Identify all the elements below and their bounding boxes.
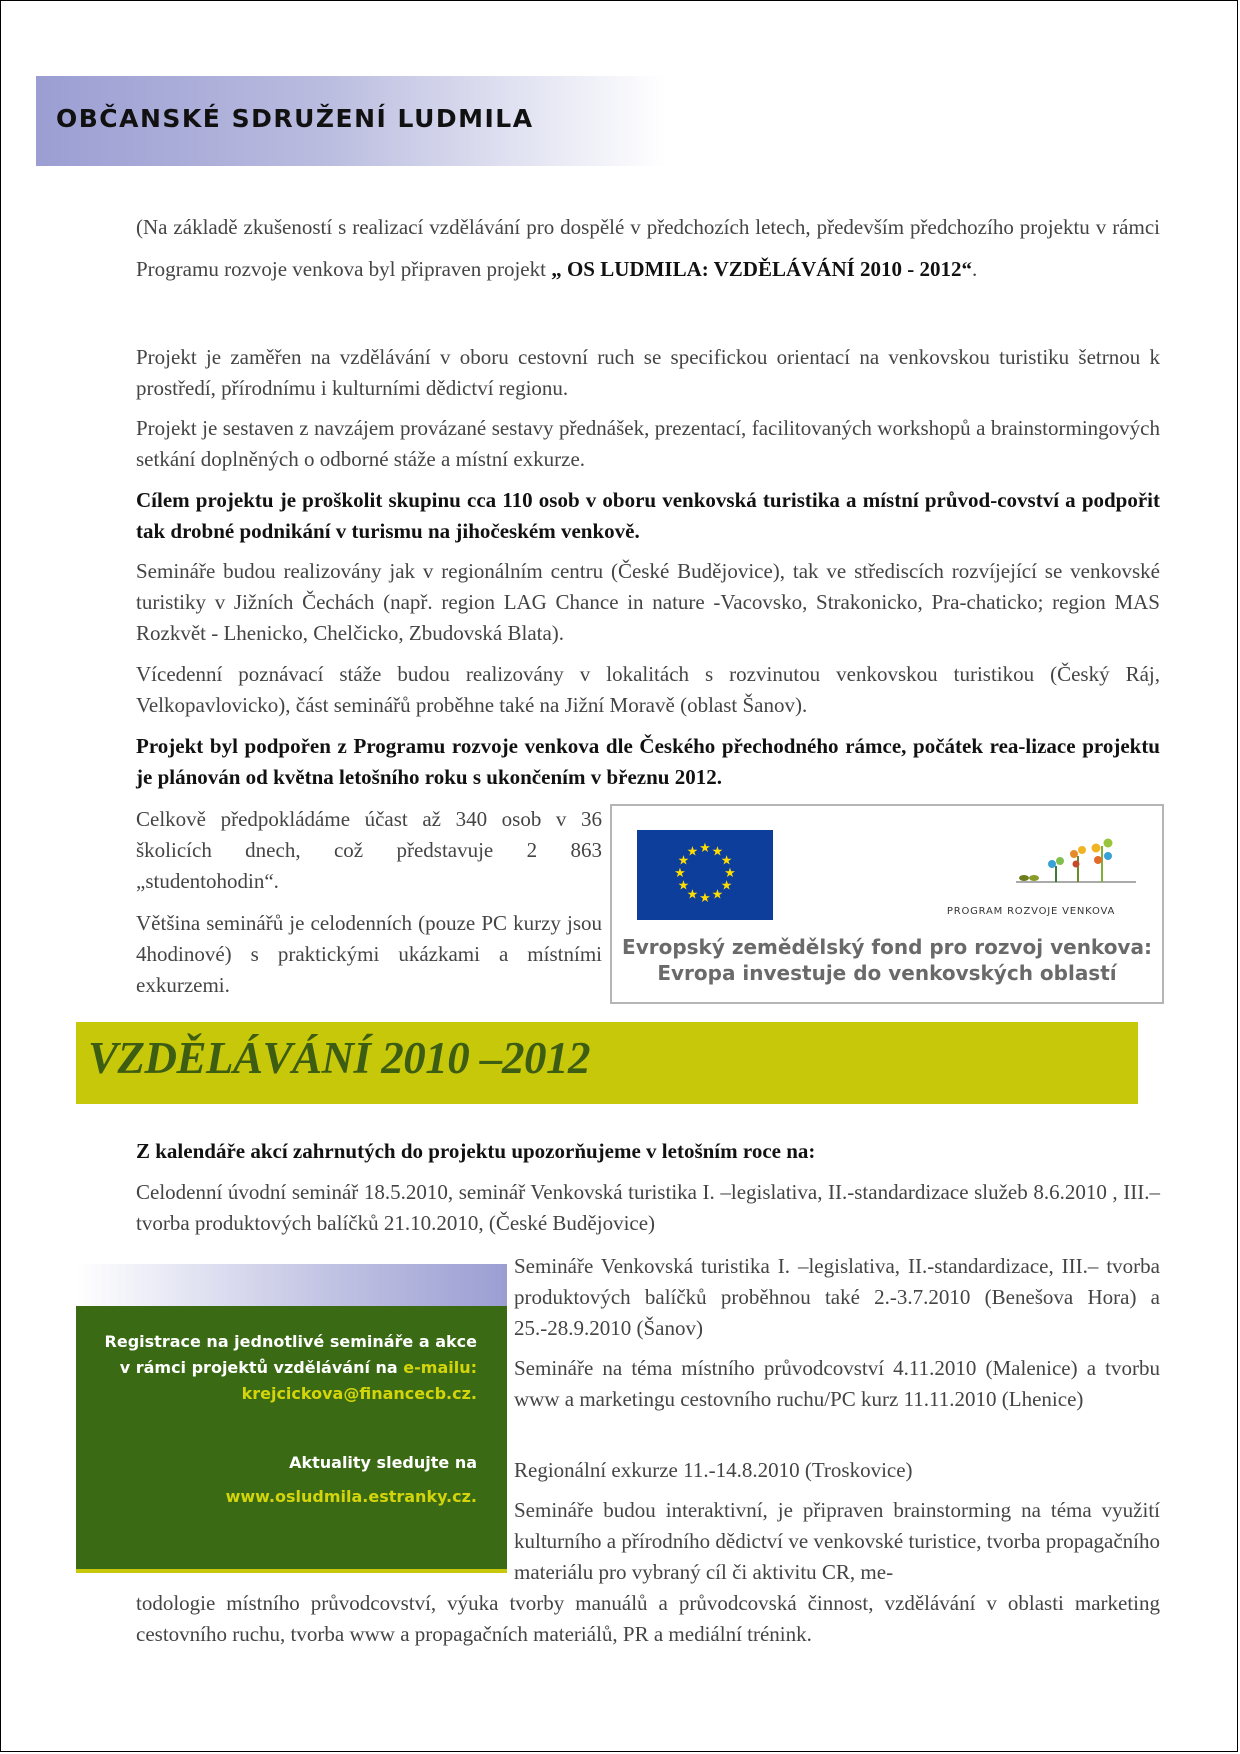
intro-paragraph [136, 206, 1160, 290]
calendar-heading: Z kalendáře akcí zahrnutých do projektu upozorňujeme v letošním roce na: [136, 1139, 816, 1163]
org-name: OBČANSKÉ SDRUŽENÍ LUDMILA [56, 104, 534, 133]
prv-plants-icon [906, 834, 1156, 904]
eu-funding-logo [610, 804, 1164, 1004]
program-rozvoje-venkova-logo [906, 834, 1156, 924]
paragraph-support: Projekt byl podpořen z Programu rozvoje venkova dle Českého přechodného rámce, počátek rea-lizace projektu je plánován od května letošního roku s ukončením v březnu 2012. [136, 734, 1160, 789]
svg-text:★: ★ [677, 853, 690, 869]
svg-text:★: ★ [720, 878, 733, 894]
registration-email[interactable]: e-mailu: krejcickova@financecb.cz. [241, 1358, 477, 1403]
svg-text:★: ★ [686, 887, 699, 903]
project-name: „ OS LUDMILA: VZDĚLÁVÁNÍ 2010 - 2012“ [551, 257, 973, 281]
section-title: VZDĚLÁVÁNÍ 2010 –2012 [88, 1033, 591, 1083]
eu-stars [637, 830, 773, 920]
intro-prefix: (Na základě zkušeností s realizací vzdělávání pro dospělé v předchozích letech, především předchozího projektu v rámci Programu rozvoje venkova byl připraven projekt [136, 215, 1160, 281]
svg-text:★: ★ [711, 844, 724, 860]
eu-fund-caption [612, 934, 1162, 986]
paragraph-goal: Cílem projektu je proškolit skupinu cca 110 osob v oboru venkovská turistika a místní průvod-covství a podpořit tak drobné podnikání v turismu na jihočeském venkově. [136, 488, 1160, 543]
registration-label: Registrace na jednotlivé semináře a akce v rámci projektů vzdělávání na [104, 1332, 477, 1377]
calendar-item-regional-seminars: Semináře Venkovská turistika I. –legislativa, II.-standardizace, III.– tvorba produktových balíčků proběhnou také 2.-3.7.2010 (Benešova Hora) a 25.-28.9.2010 (Šanov) [514, 1254, 1160, 1340]
section-banner [76, 1022, 1138, 1104]
registration-text [97, 1329, 477, 1407]
eu-caption-line-2: Evropa investuje do venkovských oblastí [657, 961, 1117, 985]
paragraph-focus: Projekt je zaměřen na vzdělávání v oboru cestovní ruch se specifickou orientací na venkovskou turistiku šetrnou k prostředí, přírodnímu i kulturními dědictví regionu. [136, 345, 1160, 400]
calendar-item-kickoff: Celodenní úvodní seminář 18.5.2010, seminář Venkovská turistika I. –legislativa, II.-standardizace služeb 8.6.2010 , III.– tvorba produktových balíčků 21.10.2010, (České Budějovice) [136, 1180, 1160, 1235]
org-header-banner [36, 76, 666, 166]
calendar-item-excursion: Regionální exkurze 11.-14.8.2010 (Troskovice) [514, 1458, 913, 1482]
svg-text:★: ★ [677, 878, 690, 894]
svg-text:★: ★ [674, 866, 686, 881]
svg-text:★: ★ [686, 844, 699, 860]
info-box-gradient [76, 1264, 507, 1306]
paragraph-structure: Projekt je sestaven z navzájem provázané sestavy přednášek, prezentací, facilitovaných workshopů a brainstormingových setkání doplněných o odborné stáže a místní exkurze. [136, 416, 1160, 471]
eu-flag-icon [637, 830, 773, 920]
website-link[interactable]: www.osludmila.estranky.cz. [225, 1487, 477, 1506]
calendar-item-interactive-top: Semináře budou interaktivní, je připraven brainstorming na téma využití kulturního a přírodního dědictví ve venkovské turistice, tvorba propagačního materiálu pro vybraný cíl či aktivitu CR, me- [514, 1498, 1160, 1584]
intro-suffix: . [972, 257, 978, 281]
eu-caption-line-1: Evropský zemědělský fond pro rozvoj venkova: [622, 935, 1152, 959]
paragraph-participants: Celkově předpokládáme účast až 340 osob v 36 školicích dnech, což představuje 2 863 „studentohodin“. [136, 807, 602, 893]
paragraph-internships: Vícedenní poznávací stáže budou realizovány v lokalitách s rozvinutou venkovskou turistikou (Český Ráj, Velkopavlovicko), část seminářů proběhne také na Jižní Moravě (oblast Šanov). [136, 662, 1160, 717]
svg-text:★: ★ [711, 887, 724, 903]
svg-text:★: ★ [724, 866, 736, 881]
calendar-item-interactive-bottom: todologie místního průvodcovství, výuka tvorby manuálů a průvodcovská činnost, vzdělávání v oblasti marketing cestovního ruchu, tvorba www a propagačních materiálů, PR a mediální trénink. [136, 1591, 1160, 1646]
svg-text:★: ★ [720, 853, 733, 869]
paragraph-seminar-format: Většina seminářů je celodenních (pouze PC kurzy jsou 4hodinové) s praktickými ukázkami a místními exkurzemi. [136, 911, 602, 997]
info-box-underline [76, 1569, 507, 1573]
prv-label: PROGRAM ROZVOJE VENKOVA [946, 906, 1116, 917]
svg-text:★: ★ [699, 841, 711, 856]
registration-info-box [76, 1264, 507, 1573]
calendar-item-guiding-seminars: Semináře na téma místního průvodcovství 4.11.2010 (Malenice) a tvorbu www a marketingu cestovního ruchu/PC kurz 11.11.2010 (Lhenice) [514, 1356, 1160, 1411]
news-label: Aktuality sledujte na [289, 1453, 477, 1472]
svg-text:★: ★ [699, 891, 711, 906]
paragraph-seminars: Semináře budou realizovány jak v regionálním centru (České Budějovice), tak ve střediscích rozvíjející se venkovské turistiky v Jižních Čechách (např. region LAG Chance in nature -Vacovsko, Strakonicko, Pra-chaticko; region MAS Rozkvět - Lhenicko, Chelčicko, Zbudovská Blata). [136, 559, 1160, 645]
